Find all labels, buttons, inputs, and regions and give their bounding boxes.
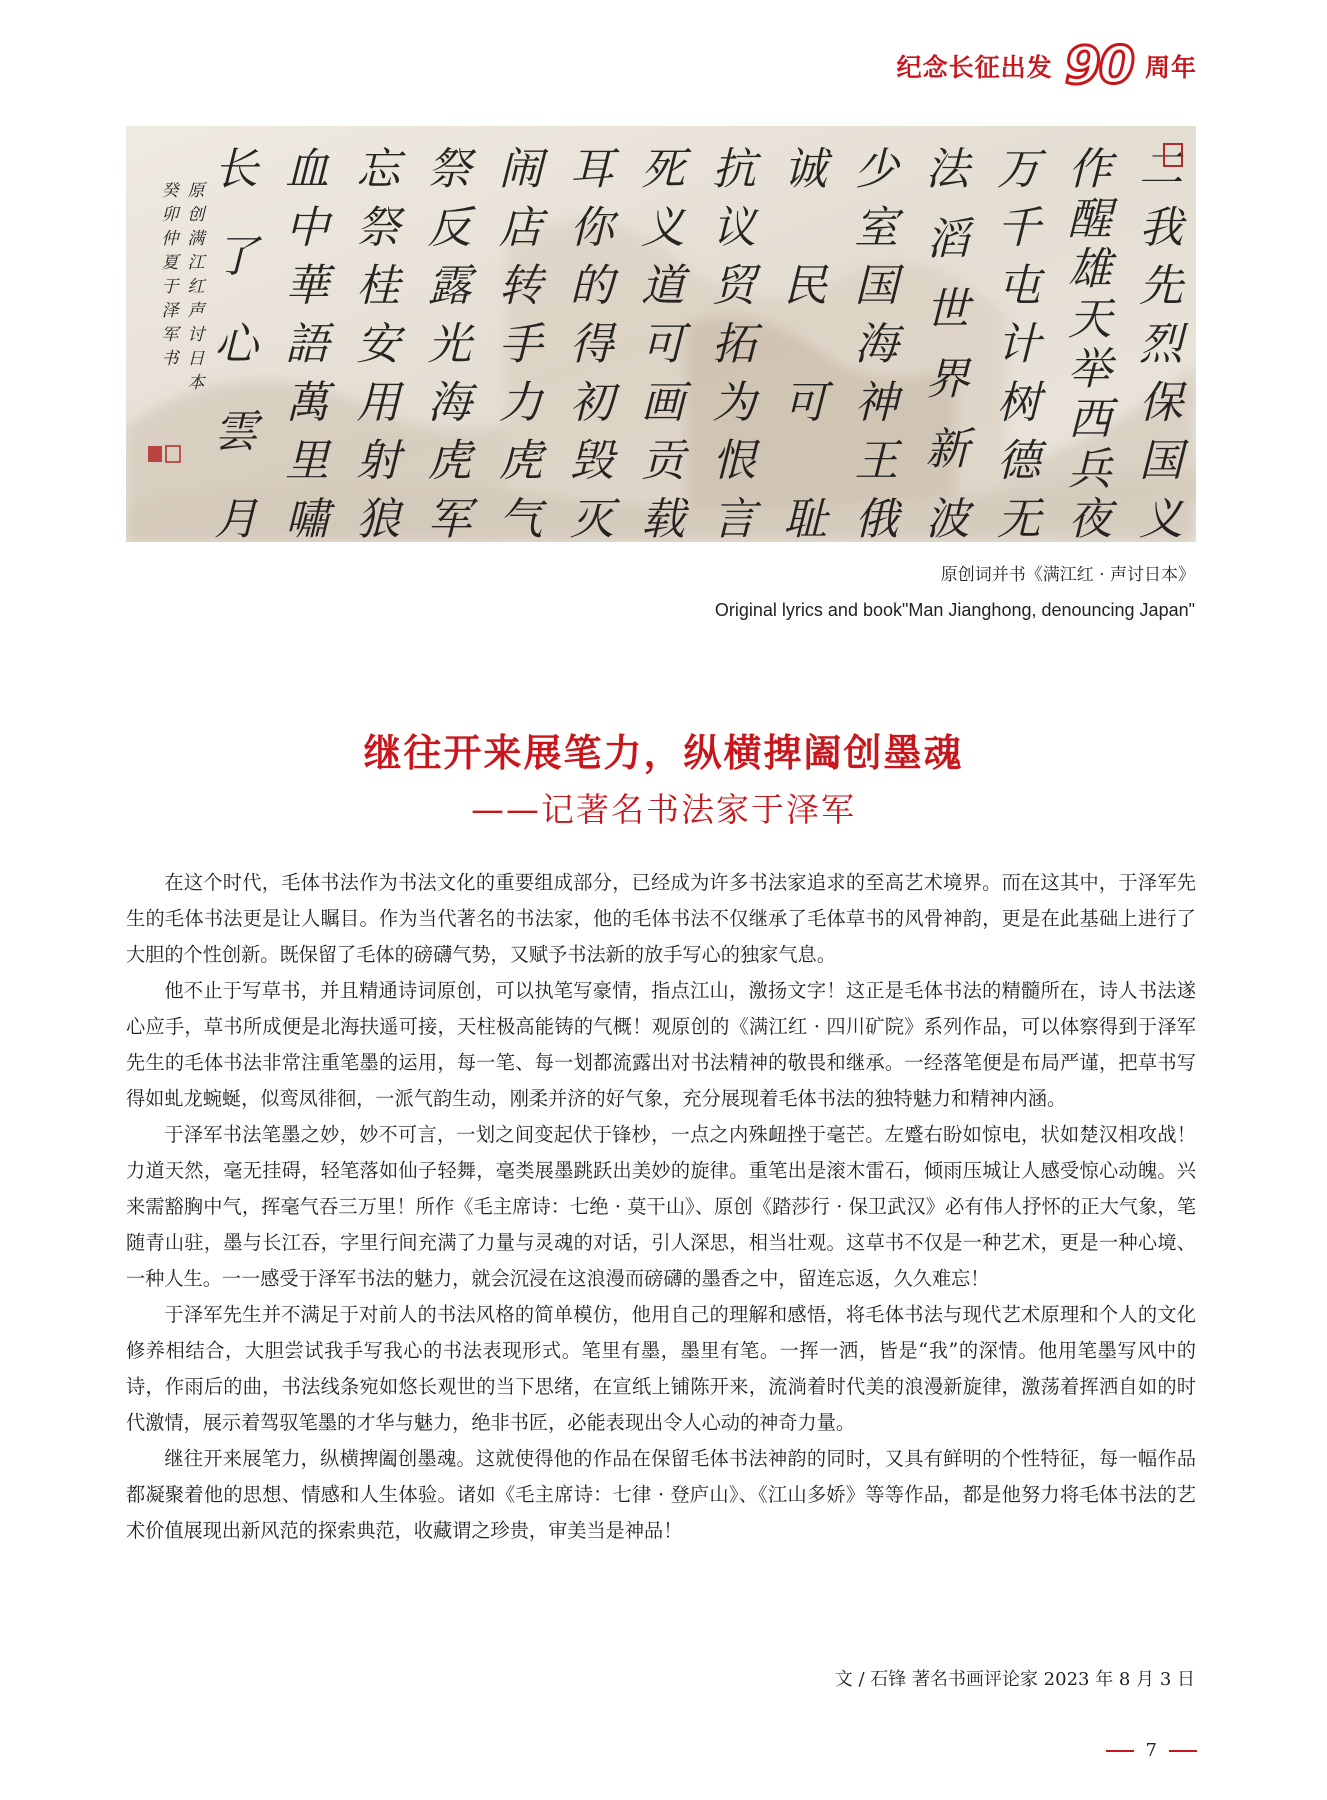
calligraphy-character: 手 (498, 319, 543, 370)
calligraphy-character: 计 (996, 319, 1041, 370)
page-number-rule-right (1169, 1750, 1197, 1752)
calligraphy-character: 保 (1139, 377, 1183, 429)
calligraphy-character: 祭 (356, 202, 401, 254)
calligraphy-character: 祭 (427, 144, 472, 195)
calligraphy-column (712, 144, 763, 542)
calligraphy-column (997, 144, 1048, 542)
calligraphy-character: 語 (285, 319, 330, 370)
calligraphy-character: 海 (854, 319, 899, 370)
calligraphy-character: 万 (996, 144, 1041, 195)
calligraphy-column (356, 144, 406, 542)
calligraphy-character: 树 (996, 377, 1041, 429)
calligraphy-column (285, 144, 336, 542)
inscription-character: 讨 (187, 325, 205, 345)
calligraphy-character: 店 (498, 202, 543, 254)
calligraphy-character: 里 (285, 435, 330, 487)
calligraphy-character: 死 (640, 144, 685, 195)
calligraphy-character: 王 (854, 435, 899, 487)
calligraphy-character: 萬 (285, 377, 330, 429)
calligraphy-column (641, 144, 692, 542)
inscription-character: 泽 (161, 301, 179, 321)
header-anniversary-number: 90 (1064, 36, 1133, 96)
calligraphy-character: 忘 (356, 144, 401, 195)
calligraphy-character: 民 (783, 260, 828, 312)
calligraphy-character: 军 (427, 494, 472, 542)
calligraphy-character: 转 (498, 260, 543, 312)
calligraphy-character: 你 (569, 202, 614, 254)
calligraphy-character: 露 (427, 260, 472, 312)
artwork-caption-english: Original lyrics and book"Man Jianghong, denouncing Japan" (714, 600, 1195, 620)
calligraphy-character: 心 (214, 319, 258, 370)
calligraphy-character: 虎 (427, 435, 472, 487)
inscription-character: 满 (187, 229, 205, 249)
inscription-character: 日 (187, 349, 205, 369)
calligraphy-character: 作 (1067, 144, 1112, 195)
calligraphy-character: 醒 (1067, 194, 1112, 245)
calligraphy-character: 诚 (783, 144, 828, 195)
calligraphy-character: 拓 (712, 319, 757, 370)
calligraphy-character: 中 (285, 202, 330, 254)
paragraph: 在这个时代，毛体书法作为书法文化的重要组成部分，已经成为许多书法家追求的至高艺术境界。而在这其中，于泽军先生的毛体书法更是让人瞩目。作为当代著名的书法家，他的毛体书法不仅继承了毛体草书的风骨神韵，更是在此基础上进行了大胆的个性创新。既保留了毛体的磅礴气势，又赋予书法新的放手写心的独家气息。 (126, 871, 1196, 966)
inscription-character: 仲 (161, 229, 179, 249)
author-signature: 文 / 石锋 著名书画评论家 2023 年 8 月 3 日 (834, 1669, 1195, 1690)
calligraphy-character: 议 (712, 202, 757, 254)
calligraphy-character: 了 (214, 231, 258, 283)
calligraphy-character: 气 (498, 494, 543, 542)
inscription-character: 江 (187, 253, 205, 273)
calligraphy-character: 光 (427, 319, 472, 370)
page-number (1106, 1740, 1197, 1761)
calligraphy-character: 射 (356, 435, 401, 487)
calligraphy-character: 法 (925, 144, 970, 195)
inscription-character: 声 (187, 301, 205, 321)
calligraphy-character: 新 (925, 424, 970, 475)
paragraph: 他不止于写草书，并且精通诗词原创，可以执笔写豪情，指点江山，激扬文字！这正是毛体书法的精髓所在，诗人书法遂心应手，草书所成便是北海扶遥可接，天柱极高能铸的气概！观原创的《满江红 · 四川矿院》系列作品，可以体察得到于泽军先生的毛体书法非常注重笔墨的运用，每一笔、每一划都流露出对书法精神的敬畏和继承。一经落笔便是布局严谨，把草书写得如虬龙蜿蜒，似鸾凤徘徊，一派气韵生动，刚柔并济的好气象，充分展现着毛体书法的独特魅力和精神内涵。 (126, 979, 1196, 1110)
calligraphy-column (570, 144, 621, 542)
calligraphy-character: 世 (925, 284, 970, 335)
inscription-character: 军 (161, 325, 179, 345)
calligraphy-character: 神 (854, 377, 899, 429)
calligraphy-character: 力 (498, 377, 543, 429)
calligraphy-character: 德 (996, 435, 1041, 487)
calligraphy-character: 嘯 (285, 494, 330, 542)
paragraph: 于泽军先生并不满足于对前人的书法风格的简单模仿，他用自己的理解和感悟，将毛体书法与现代艺术原理和个人的文化修养相结合，大胆尝试我手写我心的书法表现形式。笔里有墨，墨里有笔。一挥一洒，皆是“我”的深情。他用笔墨写风中的诗，作雨后的曲，书法线条宛如悠长观世的当下思绪，在宣纸上铺陈开来，流淌着时代美的浪漫新旋律，激荡着挥洒自如的时代激情，展示着驾驭笔墨的才华与魅力，绝非书匠，必能表现出令人心动的神奇力量。 (126, 1303, 1196, 1434)
calligraphy-image (126, 126, 1196, 542)
inscription-character: 夏 (161, 253, 179, 273)
inscription-character: 创 (187, 205, 205, 225)
inscription-character: 本 (187, 373, 205, 393)
calligraphy-character: 屯 (996, 260, 1041, 312)
calligraphy-character: 可 (640, 319, 685, 370)
calligraphy-character: 画 (640, 377, 685, 429)
calligraphy-character: 贸 (712, 260, 757, 312)
article-title: 继往开来展笔力，纵横捭阖创墨魂 (363, 731, 964, 775)
calligraphy-artwork (126, 126, 1196, 542)
calligraphy-character: 长 (214, 144, 258, 195)
calligraphy-character: 国 (1139, 435, 1183, 487)
calligraphy-character: 室 (854, 202, 899, 254)
calligraphy-character: 界 (925, 354, 970, 405)
calligraphy-character: 初 (569, 377, 614, 429)
seal-stamp-bottom (148, 446, 162, 462)
calligraphy-character: 二 (1139, 144, 1183, 195)
calligraphy-column (499, 144, 549, 542)
calligraphy-character: 贡 (640, 435, 685, 487)
calligraphy-character: 得 (569, 319, 614, 370)
calligraphy-character: 月 (214, 494, 258, 542)
calligraphy-character: 西 (1067, 394, 1112, 445)
calligraphy-character: 无 (996, 494, 1041, 542)
calligraphy-character: 言 (712, 494, 757, 542)
calligraphy-character: 闹 (498, 144, 543, 195)
calligraphy-character: 毁 (569, 435, 614, 487)
inscription-character: 原 (187, 181, 205, 201)
artwork-caption-chinese: 原创词并书《满江红 · 声讨日本》 (940, 565, 1195, 585)
inscription-character: 卯 (161, 205, 179, 225)
inscription-character: 于 (161, 277, 179, 297)
page-number-rule-left (1106, 1750, 1134, 1752)
calligraphy-character: 先 (1139, 260, 1183, 312)
calligraphy-character: 雲 (214, 406, 258, 458)
calligraphy-character: 狼 (356, 494, 401, 542)
calligraphy-character: 反 (427, 202, 472, 254)
calligraphy-character: 抗 (712, 144, 757, 195)
article-subtitle: ——记著名书法家于泽军 (471, 790, 856, 829)
page-header (896, 36, 1197, 96)
calligraphy-character: 華 (285, 260, 330, 312)
calligraphy-character: 俄 (854, 494, 899, 542)
article-body (126, 865, 1196, 1549)
calligraphy-character: 恨 (712, 435, 757, 487)
inscription-character: 癸 (161, 181, 179, 201)
calligraphy-character: 虎 (498, 435, 543, 487)
calligraphy-character: 波 (925, 494, 970, 542)
calligraphy-column (427, 144, 478, 542)
page-number-value: 7 (1145, 1740, 1157, 1761)
calligraphy-character: 少 (854, 144, 899, 195)
inscription-character: 红 (187, 277, 205, 297)
calligraphy-character: 义 (640, 202, 685, 254)
calligraphy-character: 千 (996, 202, 1041, 254)
calligraphy-character: 桂 (356, 260, 401, 312)
calligraphy-character: 可 (783, 377, 828, 429)
calligraphy-character: 血 (285, 144, 330, 195)
calligraphy-character: 道 (640, 260, 685, 312)
paragraph: 于泽军书法笔墨之妙，妙不可言，一划之间变起伏于锋杪，一点之内殊衄挫于毫芒。左蹙右盼如惊电，状如楚汉相攻战！力道天然，毫无挂碍，轻笔落如仙子轻舞，毫类展墨跳跃出美妙的旋律。重笔出是滚木雷石，倾雨压城让人感受惊心动魄。兴来需豁胸中气，挥毫气吞三万里！所作《毛主席诗：七绝 · 莫干山》、原创《踏莎行 · 保卫武汉》必有伟人抒怀的正大气象，笔随青山驻，墨与长江吞，字里行间充满了力量与灵魂的对话，引人深思，相当壮观。这草书不仅是一种艺术，更是一种心境、一种人生。一一感受于泽军书法的魅力，就会沉浸在这浪漫而磅礴的墨香之中，留连忘返，久久难忘！ (126, 1123, 1196, 1290)
calligraphy-character: 兵 (1067, 444, 1112, 495)
header-suffix: 周年 (1144, 53, 1197, 82)
calligraphy-character: 我 (1139, 202, 1183, 254)
calligraphy-character: 雄 (1067, 244, 1112, 295)
calligraphy-column (854, 144, 905, 542)
calligraphy-character: 义 (1139, 494, 1183, 542)
calligraphy-character: 灭 (569, 494, 614, 542)
calligraphy-character: 国 (854, 260, 899, 312)
calligraphy-character: 举 (1067, 344, 1112, 395)
header-prefix: 纪念长征出发 (896, 53, 1053, 82)
calligraphy-column (1139, 144, 1189, 542)
calligraphy-character: 为 (712, 377, 757, 429)
calligraphy-character: 滔 (925, 214, 970, 265)
calligraphy-character: 安 (356, 319, 401, 370)
calligraphy-character: 载 (640, 494, 685, 542)
calligraphy-character: 天 (1067, 294, 1112, 345)
calligraphy-character: 用 (356, 377, 401, 429)
calligraphy-character: 耻 (783, 494, 828, 542)
inscription-character: 书 (161, 349, 179, 369)
calligraphy-character: 的 (569, 260, 614, 312)
calligraphy-character: 烈 (1139, 319, 1183, 370)
calligraphy-column (1068, 144, 1119, 542)
calligraphy-character: 夜 (1067, 494, 1112, 542)
calligraphy-character: 耳 (569, 144, 614, 195)
paragraph: 继往开来展笔力，纵横捭阖创墨魂。这就使得他的作品在保留毛体书法神韵的同时，又具有鲜明的个性特征，每一幅作品都凝聚着他的思想、情感和人生体验。诸如《毛主席诗：七律 · 登庐山》、《江山多娇》等等作品，都是他努力将毛体书法的艺术价值展现出新风范的探索典范，收藏谓之珍贵，审美当是神品！ (126, 1447, 1196, 1542)
calligraphy-character: 海 (427, 377, 472, 429)
